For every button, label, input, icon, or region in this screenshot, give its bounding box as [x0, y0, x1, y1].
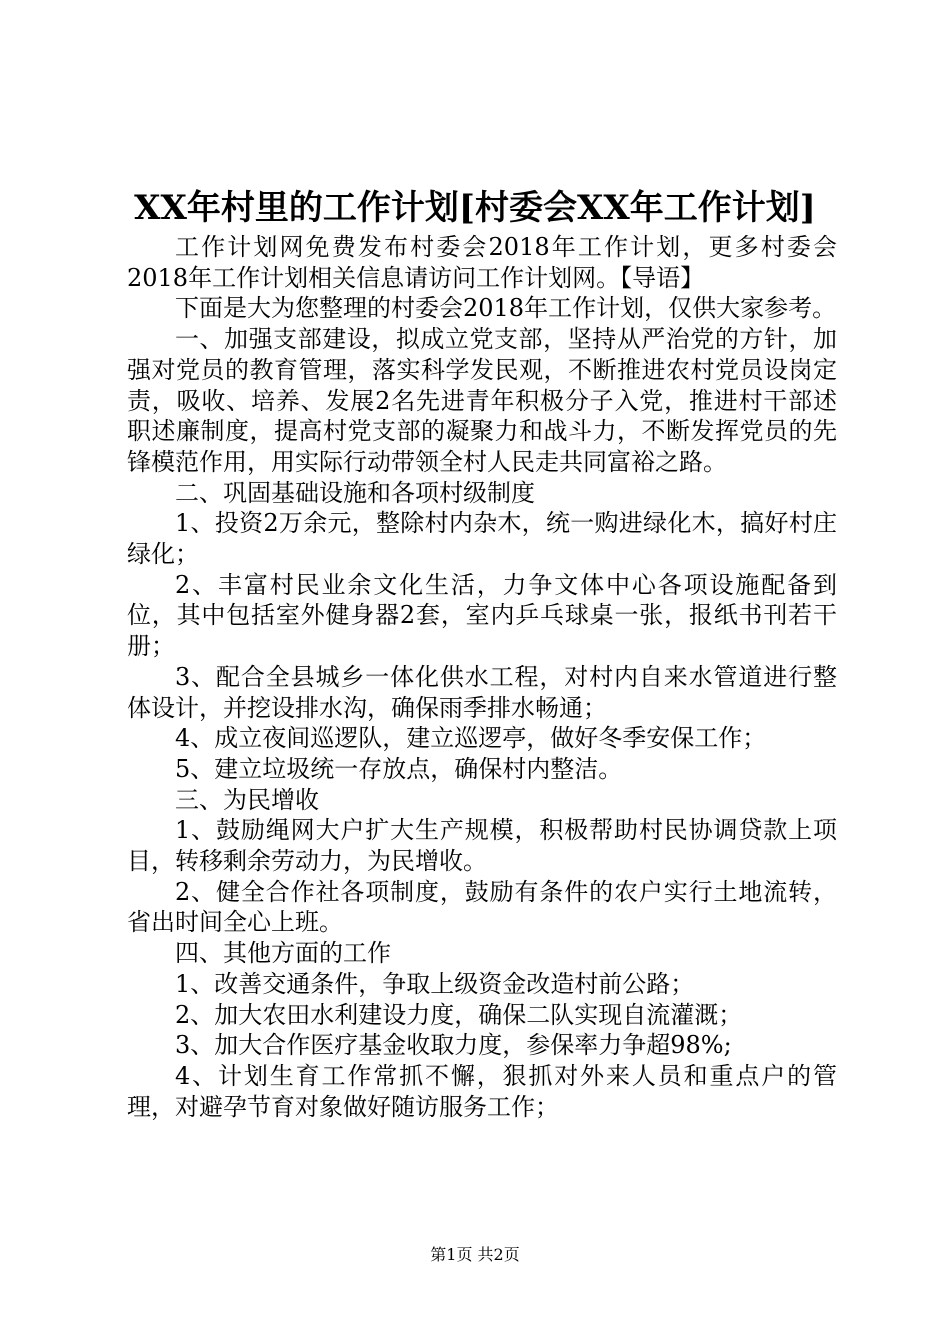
paragraph-lead: 下面是大为您整理的村委会2018年工作计划，仅供大家参考。: [175, 294, 837, 323]
page-number-footer: 第1页 共2页: [430, 1245, 520, 1264]
list-item: 1、改善交通条件，争取上级资金改造村前公路；: [175, 969, 695, 998]
list-item: 4、成立夜间巡逻队，建立巡逻亭，做好冬季安保工作；: [175, 724, 767, 753]
list-item: 2、加大农田水利建设力度，确保二队实现自流灌溉；: [175, 1000, 743, 1029]
list-item: 4、计划生育工作常抓不懈，狠抓对外来人员和重点户的管理，对避孕节育对象做好随访服务工作；: [127, 1061, 837, 1121]
section-heading-3: 三、为民增收: [175, 785, 319, 814]
section-heading-4: 四、其他方面的工作: [175, 939, 391, 968]
list-item: 1、投资2万余元，整除村内杂木，统一购进绿化木，搞好村庄绿化；: [127, 509, 837, 569]
list-item: 2、丰富村民业余文化生活，力争文体中心各项设施配备到位，其中包括室外健身器2套，室内乒乓球桌一张，报纸书刊若干册；: [127, 570, 837, 661]
section-heading-2: 二、巩固基础设施和各项村级制度: [175, 478, 535, 507]
list-item: 2、健全合作社各项制度，鼓励有条件的农户实行土地流转，省出时间全心上班。: [127, 877, 837, 937]
list-item: 3、配合全县城乡一体化供水工程，对村内自来水管道进行整体设计，并挖设排水沟，确保雨季排水畅通；: [127, 662, 837, 722]
paragraph-intro: 工作计划网免费发布村委会2018年工作计划，更多村委会2018年工作计划相关信息请访问工作计划网。【导语】: [127, 233, 837, 292]
list-item: 1、鼓励绳网大户扩大生产规模，积极帮助村民协调贷款上项目，转移剩余劳动力，为民增收。: [127, 816, 837, 876]
document-title: XX年村里的工作计划[村委会XX年工作计划]: [134, 188, 816, 228]
list-item: 3、加大合作医疗基金收取力度，参保率力争超98%;: [175, 1031, 732, 1060]
list-item: 5、建立垃圾统一存放点，确保村内整洁。: [175, 754, 623, 783]
document-body: [127, 232, 837, 1122]
paragraph-section-1: 一、加强支部建设，拟成立党支部，坚持从严治党的方针，加强对党员的教育管理，落实科学发民观，不断推进农村党员设岗定责，吸收、培养、发展2名先进青年积极分子入党，推进村干部述职述廉制度，提高村党支部的凝聚力和战斗力，不断发挥党员的先锋模范作用，用实际行动带领全村人民走共同富裕之路。: [127, 325, 837, 476]
